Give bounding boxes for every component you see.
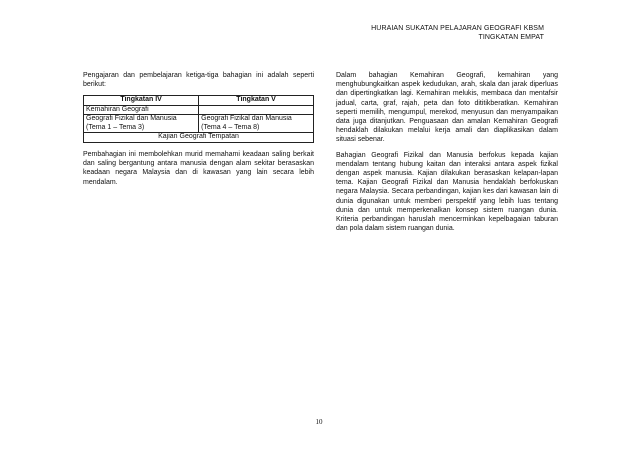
cell-empty: [199, 105, 314, 115]
cell-kajian-geografi-tempatan: Kajian Geografi Tempatan: [84, 133, 314, 143]
header-title: HURAIAN SUKATAN PELAJARAN GEOGRAFI KBSM: [371, 25, 544, 32]
header-subtitle: TINGKATAN EMPAT: [478, 34, 544, 41]
header-tingkatan-v: Tingkatan V: [199, 96, 314, 106]
right-column: [336, 71, 558, 239]
intro-paragraph: Pengajaran dan pembelajaran ketiga-tiga bahagian ini adalah seperti berikut:: [83, 72, 314, 89]
page-header: [371, 24, 544, 42]
right-paragraph-2: Bahagian Geografi Fizikal dan Manusia berfokus kepada kajian mendalam tentang hubung kaitan dan interaksi antara aspek fizikal dengan aspek manusia. Kajian dilakukan berasaskan kelapan-lapan tema. Kajian Geografi Fizikal dan Manusia hendaklah berfokuskan negara Malaysia. Secara perbandingan, kajian kes dari kawasan lain di dunia digunakan untuk memberi perspektif yang lebih luas tentang dunia dan untuk memperkenalkan konsep sistem ruangan dunia. Kriteria perbandingan haruslah mencerminkan kepelbagaian taburan dan pola dalam sistem ruangan dunia.: [336, 151, 558, 233]
levels-table: [83, 95, 314, 143]
table-row: [84, 115, 314, 133]
page-number: 10: [315, 418, 323, 426]
left-column: [83, 71, 314, 193]
table-row: [84, 133, 314, 143]
cell-kemahiran-geografi: Kemahiran Geografi: [84, 105, 199, 115]
table-row: [84, 105, 314, 115]
right-paragraph-1: Dalam bahagian Kemahiran Geografi, kemahiran yang menghubungkaitkan aspek kedudukan, arah, skala dan jarak diperluas dan dipertingkatkan lagi. Kemahiran melukis, membaca dan mentafsir jadual, carta, graf, rajah, peta dan foto dititikberatkan. Kemahiran seperti memilih, mengumpul, merekod, menyusun dan menyampaikan data juga ditanjutkan. Penguasaan dan amalan Kemahiran Geografi hendaklah dilakukan melalui kerja amali dan diaplikasikan dalam situasi sebenar.: [336, 72, 558, 144]
cell-tema-4-8: Geografi Fizikal dan Manusia (Tema 4 – Tema 8): [199, 115, 314, 133]
table-header-row: [84, 96, 314, 106]
header-tingkatan-iv: Tingkatan IV: [84, 96, 199, 106]
left-body-paragraph: Pembahagian ini membolehkan murid memahami keadaan saling berkait dan saling bergantung antara manusia dengan alam sekitar berasaskan keadaan negara Malaysia dan di kawasan yang lain secara lebih mendalam.: [83, 150, 314, 186]
cell-tema-1-3: Geografi Fizikal dan Manusia (Tema 1 – Tema 3): [84, 115, 199, 133]
